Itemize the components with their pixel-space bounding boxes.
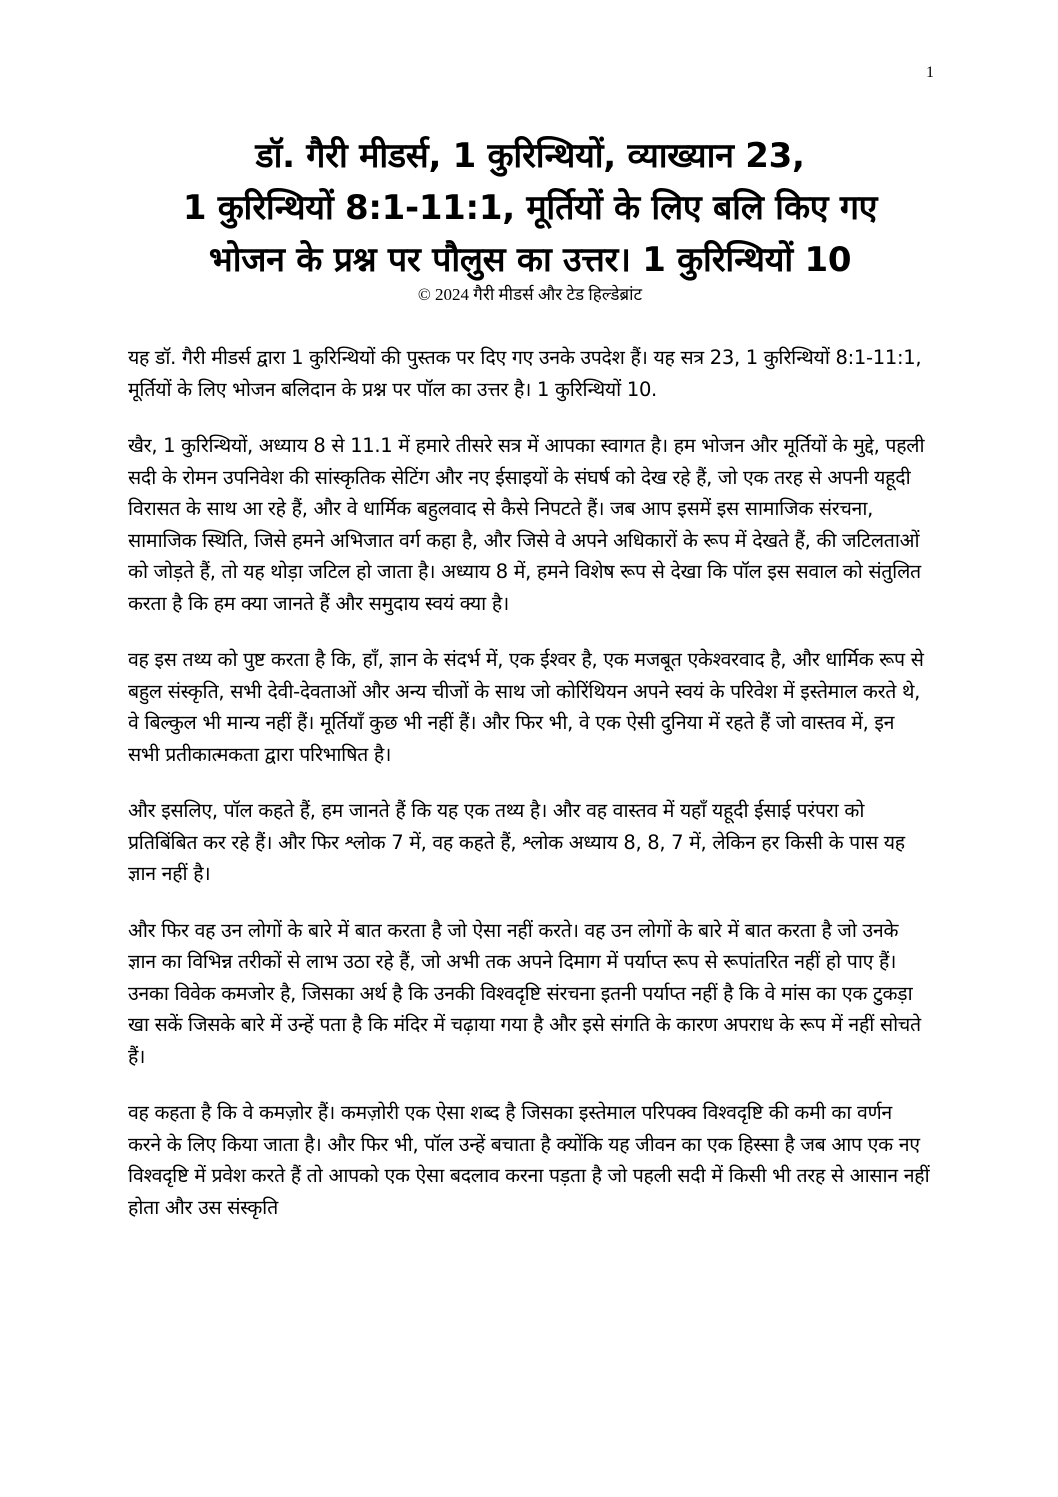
paragraph-welcome: खैर, 1 कुरिन्थियों, अध्याय 8 से 11.1 में हमारे तीसरे सत्र में आपका स्वागत है। हम भोजन और मूर्तियों के मुद्दे, पहली सदी के रोमन उपनिवेश की सांस्कृतिक सेटिंग और नए ईसाइयों के संघर्ष को देख रहे हैं, जो एक तरह से अपनी यहूदी विरासत के साथ आ रहे हैं, और वे धार्मिक बहुलवाद से कैसे निपटते हैं। जब आप इसमें इस सामाजिक संरचना, सामाजिक स्थिति, जिसे हमने अभिजात वर्ग कहा है, और जिसे वे अपने अधिकारों के रूप में देखते हैं, की जटिलताओं को जोड़ते हैं, तो यह थोड़ा जटिल हो जाता है। अध्याय 8 में, हमने विशेष रूप से देखा कि पॉल इस सवाल को संतुलित करता है कि हम क्या जानते हैं और समुदाय स्वयं क्या है। [128,434,925,615]
document-title [110,130,950,286]
page-number: 1 [926,64,934,81]
paragraph-intro: यह डॉ. गैरी मीडर्स द्वारा 1 कुरिन्थियों की पुस्तक पर दिए गए उनके उपदेश हैं। यह सत्र 23, 1 कुरिन्थियों 8:1-11:1, मूर्तियों के लिए भोजन बलिदान के प्रश्न पर पॉल का उत्तर है। 1 कुरिन्थियों 10. [128,346,922,401]
paragraph-monotheism: वह इस तथ्य को पुष्ट करता है कि, हाँ, ज्ञान के संदर्भ में, एक ईश्वर है, एक मजबूत एकेश्वरवाद है, और धार्मिक रूप से बहुल संस्कृति, सभी देवी-देवताओं और अन्य चीजों के साथ जो कोरिंथियन अपने स्वयं के परिवेश में इस्तेमाल करते थे, वे बिल्कुल भी मान्य नहीं हैं। मूर्तियाँ कुछ भी नहीं हैं। और फिर भी, वे एक ऐसी दुनिया में रहते हैं जो वास्तव में, इन सभी प्रतीकात्मकता द्वारा परिभाषित है। [128,648,924,766]
paragraph-weakness: वह कहता है कि वे कमज़ोर हैं। कमज़ोरी एक ऐसा शब्द है जिसका इस्तेमाल परिपक्व विश्वदृष्टि की कमी का वर्णन करने के लिए किया जाता है। और फिर भी, पॉल उन्हें बचाता है क्योंकि यह जीवन का एक हिस्सा है जब आप एक नए विश्वदृष्टि में प्रवेश करते हैं तो आपको एक ऐसा बदलाव करना पड़ता है जो पहली सदी में किसी भी तरह से आसान नहीं होता और उस संस्कृति [128,1101,930,1219]
paragraph-weak-conscience: और फिर वह उन लोगों के बारे में बात करता है जो ऐसा नहीं करते। वह उन लोगों के बारे में बात करता है जो उनके ज्ञान का विभिन्न तरीकों से लाभ उठा रहे हैं, जो अभी तक अपने दिमाग में पर्याप्त रूप से रूपांतरित नहीं हो पाए हैं। उनका विवेक कमजोर है, जिसका अर्थ है कि उनकी विश्वदृष्टि संरचना इतनी पर्याप्त नहीं है कि वे मांस का एक टुकड़ा खा सकें जिसके बारे में उन्हें पता है कि मंदिर में चढ़ाया गया है और इसे संगति के कारण अपराध के रूप में नहीं सोचते हैं। [128,918,921,1068]
paragraph-knowledge: और इसलिए, पॉल कहते हैं, हम जानते हैं कि यह एक तथ्य है। और वह वास्तव में यहाँ यहूदी ईसाई परंपरा को प्रतिबिंबित कर रहे हैं। और फिर श्लोक 7 में, वह कहते हैं, श्लोक अध्याय 8, 8, 7 में, लेकिन हर किसी के पास यह ज्ञान नहीं है। [128,799,905,885]
copyright-notice: © 2024 गैरी मीडर्स और टेड हिल्डेब्रांट [417,285,643,304]
title-line-3: भोजन के प्रश्न पर पौलुस का उत्तर। 1 कुरिन्थियों 10 [208,240,852,280]
document-header [110,130,950,306]
title-line-2: 1 कुरिन्थियों 8:1-11:1, मूर्तियों के लिए बलि किए गए [182,188,878,228]
title-line-1: डॉ. गैरी मीडर्स, 1 कुरिन्थियों, व्याख्यान 23, [255,136,805,176]
document-body [128,342,930,1248]
